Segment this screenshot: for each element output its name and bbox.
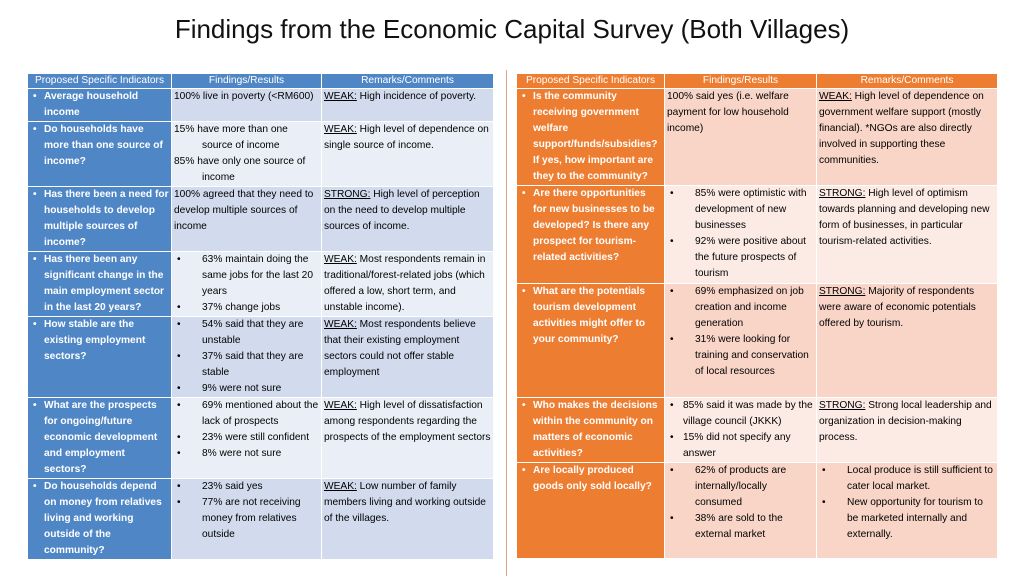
rating-label: STRONG: xyxy=(819,188,866,199)
rating-label: WEAK: xyxy=(324,124,357,135)
list-item: • 38% are sold to the external market xyxy=(667,511,814,543)
list-item: • 15% did not specify any answer xyxy=(667,430,814,462)
indicator-cell xyxy=(517,398,665,463)
bullet-icon: • xyxy=(177,448,181,459)
bullet-icon: • xyxy=(177,254,181,265)
remarks-cell xyxy=(322,479,494,560)
bullet-icon: • xyxy=(177,302,181,313)
list-item: • 23% said yes xyxy=(174,479,319,495)
bullet-icon: • xyxy=(33,189,37,200)
findings-cell xyxy=(172,398,322,479)
vertical-divider xyxy=(506,70,507,576)
list-item: • 8% were not sure xyxy=(174,446,319,462)
findings-cell xyxy=(665,463,817,559)
findings-text: 100% live in poverty (<RM600) xyxy=(174,91,314,102)
indicator-cell xyxy=(517,284,665,398)
indicator-cell xyxy=(28,317,172,398)
right-table-header xyxy=(517,74,998,89)
table-row xyxy=(28,187,494,252)
indicator-cell xyxy=(517,89,665,186)
bullet-icon: • xyxy=(33,400,37,411)
indicator-text: Has there been a need for households to develop multiple sources of income? xyxy=(44,189,169,248)
remarks-text: High incidence of poverty. xyxy=(356,91,477,102)
findings-cell xyxy=(172,252,322,317)
bullet-icon: • xyxy=(522,91,526,102)
findings-text: 100% said yes (i.e. welfare payment for low household income) xyxy=(667,91,789,134)
findings-line: 85% have only one source of xyxy=(174,156,306,167)
findings-cell xyxy=(665,89,817,186)
indicator-cell xyxy=(28,252,172,317)
list-item: • 69% emphasized on job creation and income generation xyxy=(667,284,814,332)
table-row xyxy=(517,463,998,559)
header-indicators: Proposed Specific Indicators xyxy=(28,74,172,89)
header-findings: Findings/Results xyxy=(172,74,322,89)
remarks-cell xyxy=(817,89,998,186)
findings-line: income xyxy=(202,172,235,183)
bullet-icon: • xyxy=(522,188,526,199)
header-remarks: Remarks/Comments xyxy=(817,74,998,89)
bullet-icon: • xyxy=(670,513,674,524)
list-item: • 54% said that they are unstable xyxy=(174,317,319,349)
rating-label: STRONG: xyxy=(819,286,866,297)
list-item: • 69% mentioned about the lack of prospects xyxy=(174,398,319,430)
page-title: Findings from the Economic Capital Survey (Both Villages) xyxy=(174,14,850,44)
indicator-text: Are there opportunities for new businesses to be developed? Is there any prospect for tourism-related activities? xyxy=(533,188,655,263)
remarks-text: Strong local leadership and organization in decision-making process. xyxy=(819,400,992,443)
bullet-icon: • xyxy=(670,400,674,411)
remarks-cell xyxy=(817,186,998,284)
right-findings-table xyxy=(516,73,998,559)
remarks-cell xyxy=(322,252,494,317)
table-row xyxy=(28,479,494,560)
rating-label: WEAK: xyxy=(324,254,357,265)
remarks-text: High level of dependence on single source of income. xyxy=(324,124,489,151)
list-item: • 63% maintain doing the same jobs for the last 20 years xyxy=(174,252,319,300)
list-item: • 9% were not sure xyxy=(174,381,319,397)
rating-label: STRONG: xyxy=(324,189,371,200)
indicator-text: Do households have more than one source of income? xyxy=(44,124,163,167)
rating-label: WEAK: xyxy=(324,319,357,330)
bullet-icon: • xyxy=(522,400,526,411)
findings-cell xyxy=(172,89,322,122)
indicator-text: What are the prospects for ongoing/future economic development and employment sectors? xyxy=(44,400,158,475)
rating-label: WEAK: xyxy=(324,400,357,411)
table-row xyxy=(28,89,494,122)
bullet-icon: • xyxy=(670,286,674,297)
indicator-text: Is the community receiving government welfare support/funds/subsidies? If yes, how important are they to the community? xyxy=(533,91,658,182)
table-row xyxy=(517,284,998,398)
list-item: • 37% change jobs xyxy=(174,300,319,316)
header-findings: Findings/Results xyxy=(665,74,817,89)
remarks-cell xyxy=(322,317,494,398)
remarks-cell xyxy=(817,463,998,559)
bullet-icon: • xyxy=(33,254,37,265)
rating-label: WEAK: xyxy=(324,91,357,102)
list-item: • 23% were still confident xyxy=(174,430,319,446)
indicator-text: Average household income xyxy=(44,91,139,118)
remarks-cell xyxy=(322,398,494,479)
remarks-cell xyxy=(817,284,998,398)
bullet-icon: • xyxy=(670,432,674,443)
bullet-icon: • xyxy=(177,432,181,443)
indicator-cell xyxy=(517,463,665,559)
indicator-cell xyxy=(28,122,172,187)
bullet-icon: • xyxy=(177,383,181,394)
left-table-header xyxy=(28,74,494,89)
bullet-icon: • xyxy=(670,465,674,476)
remarks-text: Low number of family members living and working outside of the villages. xyxy=(324,481,486,524)
list-item: • 92% were positive about the future prospects of tourism xyxy=(667,234,814,282)
findings-cell xyxy=(172,479,322,560)
table-row xyxy=(28,398,494,479)
findings-text: 100% agreed that they need to develop multiple sources of income xyxy=(174,189,314,232)
rating-label: STRONG: xyxy=(819,400,866,411)
table-row xyxy=(28,317,494,398)
indicator-cell xyxy=(517,186,665,284)
bullet-icon: • xyxy=(670,188,674,199)
list-item: • Local produce is still sufficient to cater local market. xyxy=(819,463,995,495)
remarks-text: High level of optimism towards planning and developing new form of businesses, in particular tourism-related activities. xyxy=(819,188,990,247)
table-row xyxy=(28,122,494,187)
indicator-cell xyxy=(28,187,172,252)
table-row xyxy=(28,252,494,317)
bullet-icon: • xyxy=(177,481,181,492)
remarks-text: High level of dissatisfaction among respondents regarding the prospects of the employment sectors xyxy=(324,400,491,443)
bullet-icon: • xyxy=(670,236,674,247)
remarks-text: High level of dependence on government welfare support (mostly financial). *NGOs are also directly involved in supporting these communities. xyxy=(819,91,984,166)
bullet-icon: • xyxy=(177,351,181,362)
table-row xyxy=(517,398,998,463)
findings-line: source of income xyxy=(202,140,280,151)
list-item: • 37% said that they are stable xyxy=(174,349,319,381)
indicator-cell xyxy=(28,398,172,479)
header-indicators: Proposed Specific Indicators xyxy=(517,74,665,89)
bullet-icon: • xyxy=(522,286,526,297)
bullet-icon: • xyxy=(33,481,37,492)
bullet-icon: • xyxy=(177,497,181,508)
remarks-text: Most respondents believe that their existing employment sectors could not offer stable employment xyxy=(324,319,476,378)
rating-label: WEAK: xyxy=(819,91,852,102)
left-findings-table xyxy=(27,73,494,560)
findings-cell xyxy=(172,122,322,187)
table-row xyxy=(517,186,998,284)
bullet-icon: • xyxy=(33,124,37,135)
list-item: • 62% of products are internally/locally consumed xyxy=(667,463,814,511)
findings-cell xyxy=(665,284,817,398)
bullet-icon: • xyxy=(670,334,674,345)
list-item: • 85% were optimistic with development of new businesses xyxy=(667,186,814,234)
findings-cell xyxy=(665,398,817,463)
bullet-icon: • xyxy=(822,465,826,476)
indicator-text: Are locally produced goods only sold locally? xyxy=(533,465,652,492)
bullet-icon: • xyxy=(177,400,181,411)
indicator-text: What are the potentials tourism development activities might offer to your community? xyxy=(533,286,646,345)
list-item: • 77% are not receiving money from relatives outside xyxy=(174,495,319,543)
findings-cell xyxy=(172,187,322,252)
bullet-icon: • xyxy=(33,91,37,102)
bullet-icon: • xyxy=(33,319,37,330)
rating-label: WEAK: xyxy=(324,481,357,492)
bullet-icon: • xyxy=(822,497,826,508)
indicator-cell xyxy=(28,89,172,122)
indicator-text: Do households depend on money from relatives living and working outside of the community? xyxy=(44,481,162,556)
remarks-text: Majority of respondents were aware of economic potentials offered by tourism. xyxy=(819,286,976,329)
remarks-cell xyxy=(322,89,494,122)
remarks-text: High level of perception on the need to develop multiple sources of income. xyxy=(324,189,480,232)
table-row xyxy=(517,89,998,186)
bullet-icon: • xyxy=(177,319,181,330)
remarks-text: Most respondents remain in traditional/forest-related jobs (which offered a low, short term, and unstable income). xyxy=(324,254,486,313)
remarks-cell xyxy=(817,398,998,463)
findings-line: 15% have more than one xyxy=(174,124,288,135)
bullet-icon: • xyxy=(522,465,526,476)
header-remarks: Remarks/Comments xyxy=(322,74,494,89)
remarks-cell xyxy=(322,187,494,252)
indicator-text: Has there been any significant change in the main employment sector in the last 20 years? xyxy=(44,254,165,313)
remarks-cell xyxy=(322,122,494,187)
list-item: • 31% were looking for training and conservation of local resources xyxy=(667,332,814,380)
indicator-text: How stable are the existing employment sectors? xyxy=(44,319,146,362)
list-item: • 85% said it was made by the village council (JKKK) xyxy=(667,398,814,430)
indicator-cell xyxy=(28,479,172,560)
findings-cell xyxy=(172,317,322,398)
list-item: • New opportunity for tourism to be marketed internally and externally. xyxy=(819,495,995,543)
indicator-text: Who makes the decisions within the community on matters of economic activities? xyxy=(533,400,658,459)
findings-cell xyxy=(665,186,817,284)
